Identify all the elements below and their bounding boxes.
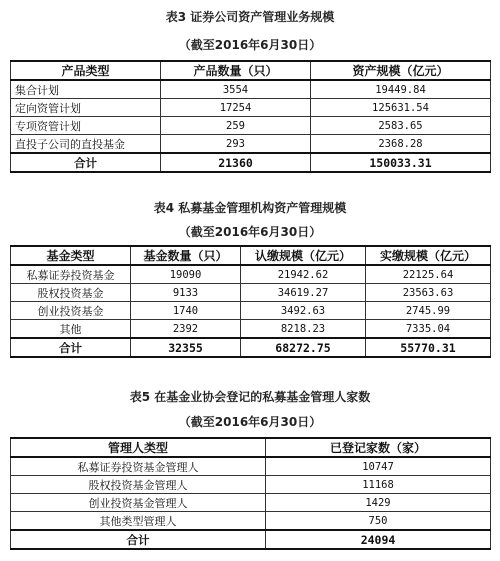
table5-cell: 1429 (266, 494, 491, 512)
table5-cell: 创业投资基金管理人 (11, 494, 266, 512)
table4-cell: 3492.63 (241, 302, 366, 320)
table-row (11, 135, 491, 154)
table-row (11, 284, 491, 302)
table3-subtitle: （截至2016年6月30日） (178, 38, 322, 52)
table4-total-cell: 68272.75 (241, 338, 366, 357)
table3-total-cell: 合计 (11, 153, 161, 172)
table4-cell: 34619.27 (241, 284, 366, 302)
table-row (11, 494, 491, 512)
table-row (11, 476, 491, 494)
table4-title: 表4 私募基金管理机构资产管理规模 (153, 201, 347, 215)
table-row (11, 117, 491, 135)
table3-header-cell: 产品类型 (11, 61, 161, 80)
table4-cell: 1740 (131, 302, 241, 320)
table4-total-cell: 32355 (131, 338, 241, 357)
table4-cell: 私募证券投资基金 (11, 265, 131, 284)
table3-header-cell: 资产规模（亿元） (311, 61, 491, 80)
table-row (11, 302, 491, 320)
table5-header-cell: 已登记家数（家） (266, 438, 491, 457)
table5-total-row (11, 530, 491, 549)
table3-header-cell: 产品数量（只） (161, 61, 311, 80)
table5-cell: 11168 (266, 476, 491, 494)
table-row (11, 99, 491, 117)
table4-cell: 2745.99 (366, 302, 491, 320)
table3-cell: 17254 (161, 99, 311, 117)
table5-cell: 10747 (266, 457, 491, 476)
table5-cell: 750 (266, 512, 491, 531)
table3-cell: 集合计划 (11, 80, 161, 99)
table-row (11, 265, 491, 284)
table4-header-cell: 认缴规模（亿元） (241, 246, 366, 265)
table-row (11, 457, 491, 476)
table5-title: 表5 在基金业协会登记的私募基金管理人家数 (129, 390, 371, 404)
table3-cell: 2583.65 (311, 117, 491, 135)
table4-cell: 23563.63 (366, 284, 491, 302)
table4-cell: 2392 (131, 320, 241, 339)
table3-title: 表3 证券公司资产管理业务规模 (165, 10, 335, 24)
table4-cell: 7335.04 (366, 320, 491, 339)
table3-cell: 2368.28 (311, 135, 491, 154)
table3-cell: 3554 (161, 80, 311, 99)
table4-header-cell: 基金类型 (11, 246, 131, 265)
table4-header-cell: 基金数量（只） (131, 246, 241, 265)
table5 (10, 437, 491, 550)
table4-subtitle: （截至2016年6月30日） (178, 225, 322, 239)
table4-cell: 创业投资基金 (11, 302, 131, 320)
table4-total-row (11, 338, 491, 357)
table3-cell: 293 (161, 135, 311, 154)
table3-cell: 259 (161, 117, 311, 135)
table5-cell: 其他类型管理人 (11, 512, 266, 531)
table3-cell: 定向资管计划 (11, 99, 161, 117)
table3-header-row (11, 61, 491, 80)
table5-total-cell: 24094 (266, 530, 491, 549)
table5-subtitle: （截至2016年6月30日） (178, 415, 322, 429)
table4-cell: 21942.62 (241, 265, 366, 284)
table4-cell: 22125.64 (366, 265, 491, 284)
table4-cell: 19090 (131, 265, 241, 284)
table4 (10, 245, 491, 358)
table5-header-row (11, 438, 491, 457)
table4-cell: 其他 (11, 320, 131, 339)
table3 (10, 60, 491, 173)
table-row (11, 512, 491, 531)
table3-total-row (11, 153, 491, 172)
table4-total-cell: 55770.31 (366, 338, 491, 357)
table4-cell: 8218.23 (241, 320, 366, 339)
table3-total-cell: 21360 (161, 153, 311, 172)
table4-header-row (11, 246, 491, 265)
table5-cell: 私募证券投资基金管理人 (11, 457, 266, 476)
table3-cell: 直投子公司的直投基金 (11, 135, 161, 154)
table3-cell: 19449.84 (311, 80, 491, 99)
table5-cell: 股权投资基金管理人 (11, 476, 266, 494)
table3-cell: 专项资管计划 (11, 117, 161, 135)
table-row (11, 80, 491, 99)
table4-cell: 股权投资基金 (11, 284, 131, 302)
table5-header-cell: 管理人类型 (11, 438, 266, 457)
table3-total-cell: 150033.31 (311, 153, 491, 172)
table4-total-cell: 合计 (11, 338, 131, 357)
table5-total-cell: 合计 (11, 530, 266, 549)
table3-cell: 125631.54 (311, 99, 491, 117)
table4-header-cell: 实缴规模（亿元） (366, 246, 491, 265)
table4-cell: 9133 (131, 284, 241, 302)
table-row (11, 320, 491, 339)
